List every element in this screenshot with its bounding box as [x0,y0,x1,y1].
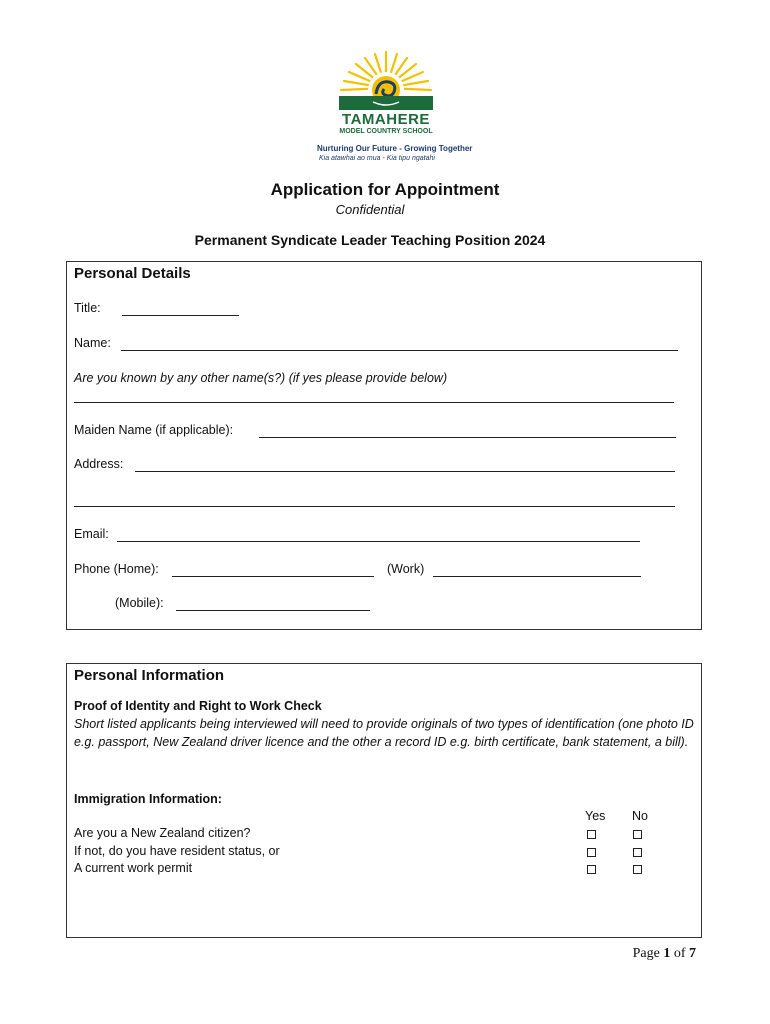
maiden-name-label: Maiden Name (if applicable): [74,423,234,437]
name-label: Name: [74,336,111,350]
question-resident: If not, do you have resident status, or [74,844,280,858]
section-heading: Personal Information [74,667,225,684]
email-field[interactable] [117,541,640,542]
resident-yes-checkbox[interactable] [587,848,596,857]
title-label: Title: [74,301,101,315]
address-field-line2[interactable] [74,506,675,507]
email-label: Email: [74,527,109,541]
question-citizen: Are you a New Zealand citizen? [74,826,251,840]
phone-mobile-label: (Mobile): [115,596,164,610]
permit-yes-checkbox[interactable] [587,865,596,874]
phone-work-label: (Work) [387,562,425,576]
question-work-permit: A current work permit [74,861,193,875]
proof-text: Short listed applicants being interviewed will need to provide originals of two types of identification (one photo ID e.g. passport, New Zealand driver licence and the other a record ID e.g. birth certificate, bank statement, a bill). [74,717,694,749]
address-field[interactable] [135,471,675,472]
no-column-label: No [632,809,648,823]
position-title: Permanent Syndicate Leader Teaching Position 2024 [194,232,546,248]
phone-work-field[interactable] [433,576,641,577]
title-field[interactable] [122,315,239,316]
other-names-label: Are you known by any other name(s?) (if yes please provide below) [74,371,448,385]
citizen-no-checkbox[interactable] [633,830,642,839]
address-label: Address: [74,457,124,471]
permit-no-checkbox[interactable] [633,865,642,874]
page-number: Page 1 of 7 [632,946,696,961]
immigration-heading: Immigration Information: [74,792,222,806]
proof-heading: Proof of Identity and Right to Work Check [74,699,322,713]
logo-tagline: Nurturing Our Future - Growing Together [317,144,473,153]
school-logo [317,50,473,168]
phone-home-field[interactable] [172,576,374,577]
resident-no-checkbox[interactable] [633,848,642,857]
logo-tagline-maori: Kia atawhai ao mua - Kia tipu ngatahi [319,155,435,162]
phone-home-label: Phone (Home): [74,562,159,576]
personal-details-section [66,261,702,630]
citizen-yes-checkbox[interactable] [587,830,596,839]
personal-information-section [66,663,702,938]
page-title: Application for Appointment [270,180,500,199]
name-field[interactable] [121,350,678,351]
confidential-label: Confidential [335,202,405,217]
yes-column-label: Yes [585,809,606,823]
maiden-name-field[interactable] [259,437,676,438]
section-heading: Personal Details [74,265,191,282]
school-name: TAMAHERE MODEL COUNTRY SCHOOL [339,111,433,135]
phone-mobile-field[interactable] [176,610,370,611]
sun-logo-icon [331,50,441,112]
other-names-field[interactable] [74,402,674,403]
